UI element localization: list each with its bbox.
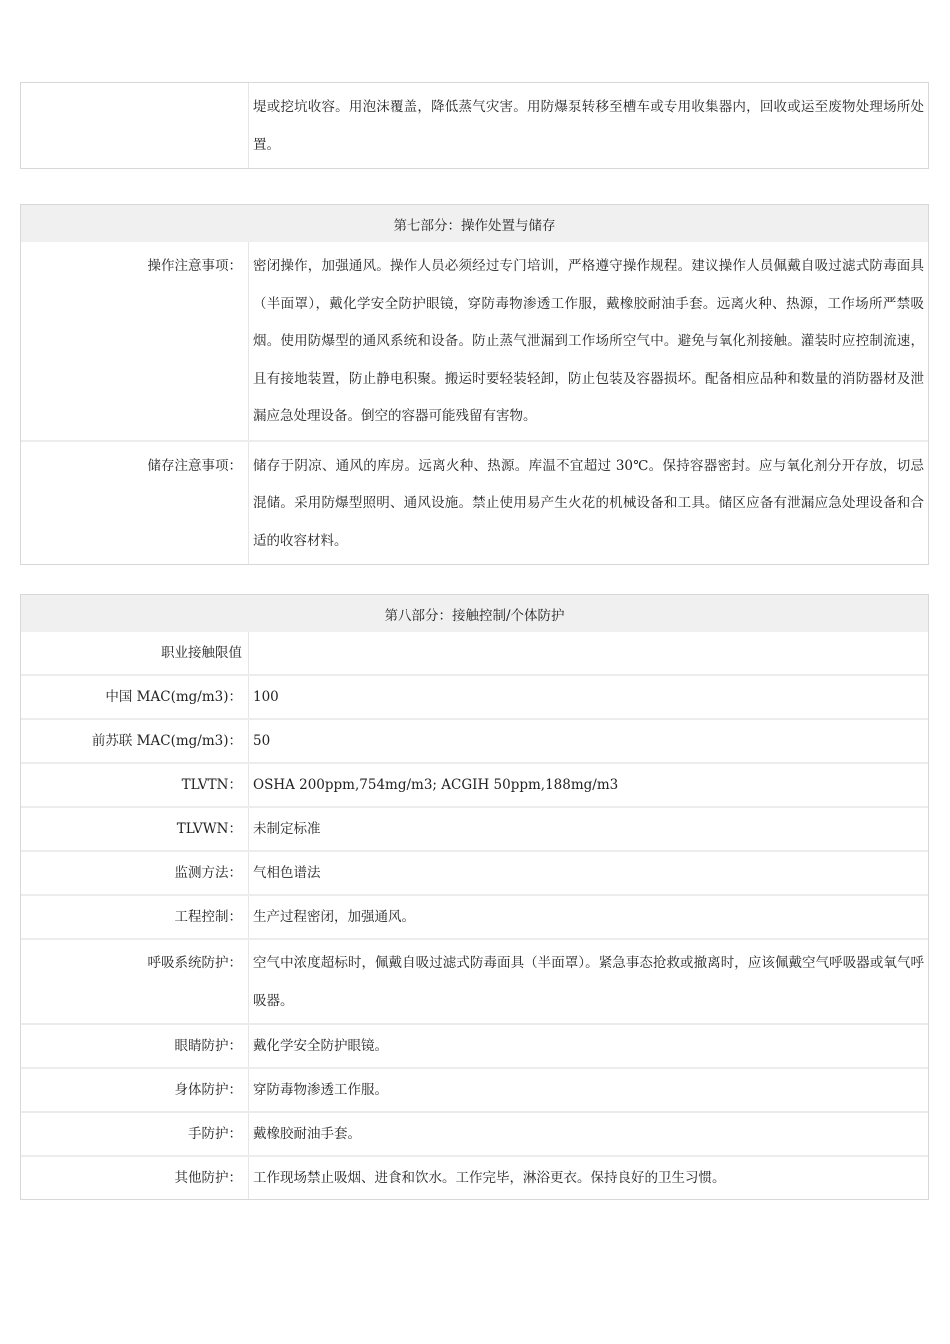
row-label: 储存注意事项：: [21, 442, 249, 565]
row-label: 职业接触限值: [21, 632, 249, 674]
row-value: 戴橡胶耐油手套。: [253, 1126, 361, 1142]
row-value: 密闭操作，加强通风。操作人员必须经过专门培训，严格遵守操作规程。建议操作人员佩戴自吸过滤式防毒面具（半面罩），戴化学安全防护眼镜，穿防毒物渗透工作服，戴橡胶耐油手套。远离火种、热源，工作场所严禁吸烟。使用防爆型的通风系统和设备。防止蒸气泄漏到工作场所空气中。避免与氧化剂接触。灌装时应控制流速，且有接地装置，防止静电积聚。搬运时要轻装轻卸，防止包装及容器损坏。配备相应品种和数量的消防器材及泄漏应急处理设备。倒空的容器可能残留有害物。: [253, 258, 924, 424]
row-value: [249, 632, 928, 674]
table-row: [21, 1157, 928, 1199]
row-value: 戴化学安全防护眼镜。: [253, 1038, 388, 1054]
table-row: [21, 764, 928, 808]
table-row: [21, 720, 928, 764]
row-label: 中国 MAC(mg/m3)：: [21, 676, 249, 718]
table-row: [21, 442, 928, 565]
table-row: [21, 852, 928, 896]
section6-tail-table: [20, 82, 929, 169]
row-value: 穿防毒物渗透工作服。: [253, 1082, 388, 1098]
table-row: [21, 896, 928, 940]
table-row: [21, 940, 928, 1025]
table-row: [21, 242, 928, 442]
row-value: OSHA 200ppm,754mg/m3; ACGIH 50ppm,188mg/m3: [253, 777, 619, 793]
row-label: 呼吸系统防护：: [21, 940, 249, 1023]
row-label: TLVWN：: [21, 808, 249, 850]
row-label: 眼睛防护：: [21, 1025, 249, 1067]
row-value: 生产过程密闭，加强通风。: [253, 909, 415, 925]
row-label: 操作注意事项：: [21, 242, 249, 440]
row-value: 工作现场禁止吸烟、进食和饮水。工作完毕，淋浴更衣。保持良好的卫生习惯。: [253, 1170, 726, 1186]
row-label: 手防护：: [21, 1113, 249, 1155]
row-label: 前苏联 MAC(mg/m3)：: [21, 720, 249, 762]
row-label: 其他防护：: [21, 1157, 249, 1199]
row-value: 50: [253, 733, 271, 749]
row-value: 气相色谱法: [253, 865, 321, 881]
section-title: 第七部分：操作处置与储存: [393, 217, 556, 234]
table-row: [21, 808, 928, 852]
section7-table: [20, 204, 929, 565]
table-row: [21, 83, 928, 168]
table-row: [21, 1113, 928, 1157]
row-value: 堤或挖坑收容。用泡沫覆盖，降低蒸气灾害。用防爆泵转移至槽车或专用收集器内，回收或运至废物处理场所处置。: [253, 99, 924, 153]
row-label: 工程控制：: [21, 896, 249, 938]
row-label: 监测方法：: [21, 852, 249, 894]
row-value: 未制定标准: [253, 821, 321, 837]
section-header: [21, 595, 928, 632]
section-title: 第八部分：接触控制/个体防护: [384, 607, 565, 624]
table-row: [21, 1025, 928, 1069]
row-value: 100: [253, 689, 279, 705]
table-row: [21, 676, 928, 720]
row-label: 身体防护：: [21, 1069, 249, 1111]
table-row: [21, 632, 928, 676]
row-value: 空气中浓度超标时，佩戴自吸过滤式防毒面具（半面罩）。紧急事态抢救或撤离时，应该佩戴空气呼吸器或氧气呼吸器。: [253, 955, 924, 1009]
table-row: [21, 1069, 928, 1113]
row-label: TLVTN：: [21, 764, 249, 806]
section8-table: [20, 594, 929, 1200]
row-label: [21, 83, 249, 168]
row-value: 储存于阴凉、通风的库房。远离火种、热源。库温不宜超过 30℃。保持容器密封。应与氧化剂分开存放，切忌混储。采用防爆型照明、通风设施。禁止使用易产生火花的机械设备和工具。储区应备有泄漏应急处理设备和合适的收容材料。: [253, 457, 924, 549]
section-header: [21, 205, 928, 242]
